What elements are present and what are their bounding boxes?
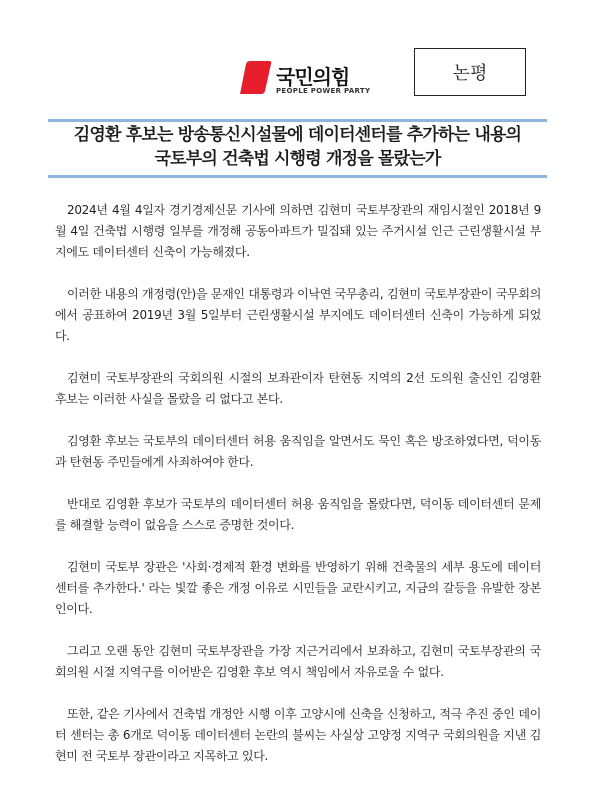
statement-body [55, 200, 541, 788]
paragraph-5: 반대로 김영환 후보가 국토부의 데이터센터 허용 움직임을 몰랐다면, 덕이동 데이터센터 문제를 해결할 능력이 없음을 스스로 증명한 것이다. [55, 497, 541, 532]
paragraph-7: 그리고 오랜 동안 김현미 국토부장관을 가장 지근거리에서 보좌하고, 김현미 국토부장관의 국회의원 시절 지역구를 이어받은 김영환 후보 역시 책임에서 자유로울 수 없다. [55, 644, 541, 679]
paragraph-8: 또한, 같은 기사에서 건축법 개정안 시행 이후 고양시에 신축을 신청하고, 적극 추진 중인 데이터 센터는 총 6개로 덕이동 데이터센터 논란의 불씨는 사실상 고양정 지역구 국회의원을 지낸 김현미 전 국토부 장관이라고 지목하고 있다. [55, 707, 541, 763]
paragraph-6: 김현미 국토부 장관은 '사회·경제적 환경 변화를 반영하기 위해 건축물의 세부 용도에 데이터 센터를 추가한다.' 라는 빛깔 좋은 개정 이유로 시민들을 교란시키고, 지금의 갈등을 유발한 장본인이다. [55, 560, 541, 616]
paragraph-1: 2024년 4월 4일자 경기경제신문 기사에 의하면 김현미 국토부장관의 재임시절인 2018년 9월 4일 건축법 시행령 일부를 개정해 공동아파트가 밀집돼 있는 주거시설 인근 근린생활시설 부지에도 데이터센터 신축이 가능해졌다. [55, 203, 541, 259]
paragraph-4: 김영환 후보는 국토부의 데이터센터 허용 움직임을 알면서도 묵인 혹은 방조하였다면, 덕이동과 탄현동 주민들에게 사죄하여야 한다. [55, 434, 541, 469]
party-logo [236, 60, 376, 100]
paragraph-2: 이러한 내용의 개정령(안)을 문재인 대통령과 이낙연 국무총리, 김현미 국토부장관이 국무회의에서 공표하여 2019년 3월 5일부터 근린생활시설 부지에도 데이터센터 신축이 가능하게 되었다. [55, 287, 541, 343]
document-type-label: 논평 [414, 48, 526, 96]
paragraph-3: 김현미 국토부장관의 국회의원 시절의 보좌관이자 탄현동 지역의 2선 도의원 출신인 김영환 후보는 이러한 사실을 몰랐을 리 없다고 본다. [55, 371, 541, 406]
headline-line-2: 국토부의 건축법 시행령 개정을 몰랐는가 [154, 149, 441, 169]
headline-line-1: 김영환 후보는 방송통신시설물에 데이터센터를 추가하는 내용의 [73, 125, 522, 145]
headline-bottom-rule [48, 175, 547, 178]
party-name-english: PEOPLE POWER PARTY [276, 87, 371, 95]
headline-top-rule [48, 119, 547, 122]
headline [48, 123, 547, 171]
party-name: 국민의힘 [276, 65, 350, 89]
party-logo-mark-icon [236, 60, 272, 96]
